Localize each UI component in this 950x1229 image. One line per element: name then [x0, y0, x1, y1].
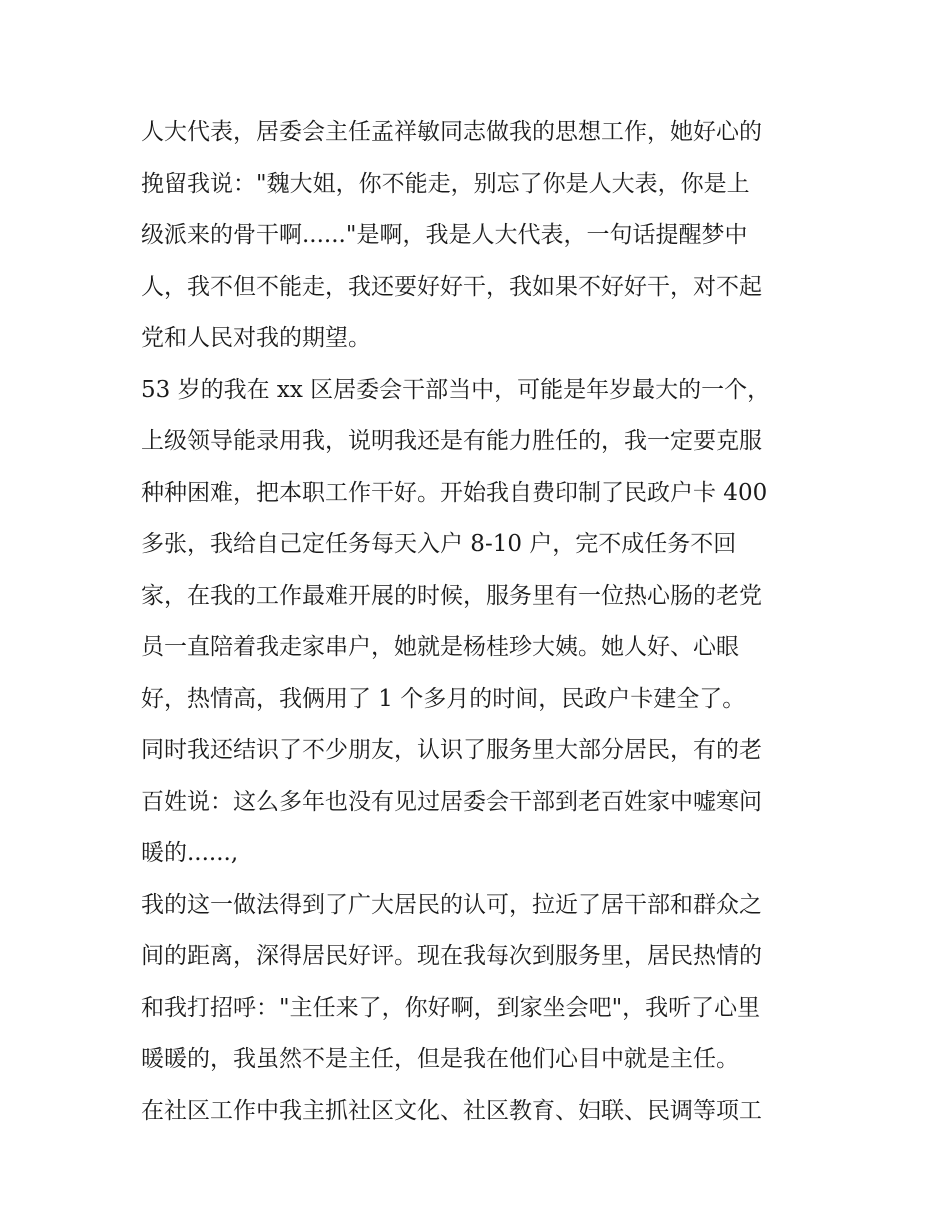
text-line: 百姓说：这么多年也没有见过居委会干部到老百姓家中嘘寒问 [141, 788, 762, 815]
text-line: 和我打招呼："主任来了，你好啊，到家坐会吧"，我听了心里 [141, 994, 761, 1021]
text-line: 人大代表，居委会主任孟祥敏同志做我的思想工作，她好心的 [141, 119, 762, 145]
text-line: 人，我不但不能走，我还要好好干，我如果不好好干，对不起 [141, 273, 762, 300]
text-line: 多张，我给自己定任务每天入户 8-10 户，完不成任务不回 [141, 531, 737, 557]
text-line: 种种困难，把本职工作干好。开始我自费印制了民政户卡 400 [141, 479, 768, 506]
text-line: 家，在我的工作最难开展的时候，服务里有一位热心肠的老党 [141, 582, 762, 609]
body-text [141, 107, 821, 1137]
text-line: 暖的......, [141, 840, 239, 866]
text-line: 级派来的骨干啊......"是啊，我是人大代表，一句话提醒梦中 [141, 222, 748, 248]
text-line: 党和人民对我的期望。 [141, 325, 371, 351]
text-line: 暖暖的，我虽然不是主任，但是我在他们心目中就是主任。 [141, 1046, 739, 1072]
text-line: 在社区工作中我主抓社区文化、社区教育、妇联、民调等项工 [141, 1097, 762, 1124]
text-line: 间的距离，深得居民好评。现在我每次到服务里，居民热情的 [141, 943, 762, 969]
text-line: 挽留我说："魏大姐，你不能走，别忘了你是人大表，你是上 [141, 170, 750, 197]
text-line: 我的这一做法得到了广大居民的认可，拉近了居干部和群众之 [141, 891, 762, 918]
text-line: 同时我还结识了不少朋友，认识了服务里大部分居民，有的老 [141, 737, 762, 763]
text-line: 好，热情高，我俩用了 1 个多月的时间，民政户卡建全了。 [141, 685, 746, 712]
text-line: 上级领导能录用我，说明我还是有能力胜任的，我一定要克服 [141, 428, 762, 454]
text-line: 员一直陪着我走家串户，她就是杨桂珍大姨。她人好、心眼 [141, 634, 739, 660]
text-line: 53 岁的我在 xx 区居委会干部当中，可能是年岁最大的一个， [141, 376, 771, 403]
